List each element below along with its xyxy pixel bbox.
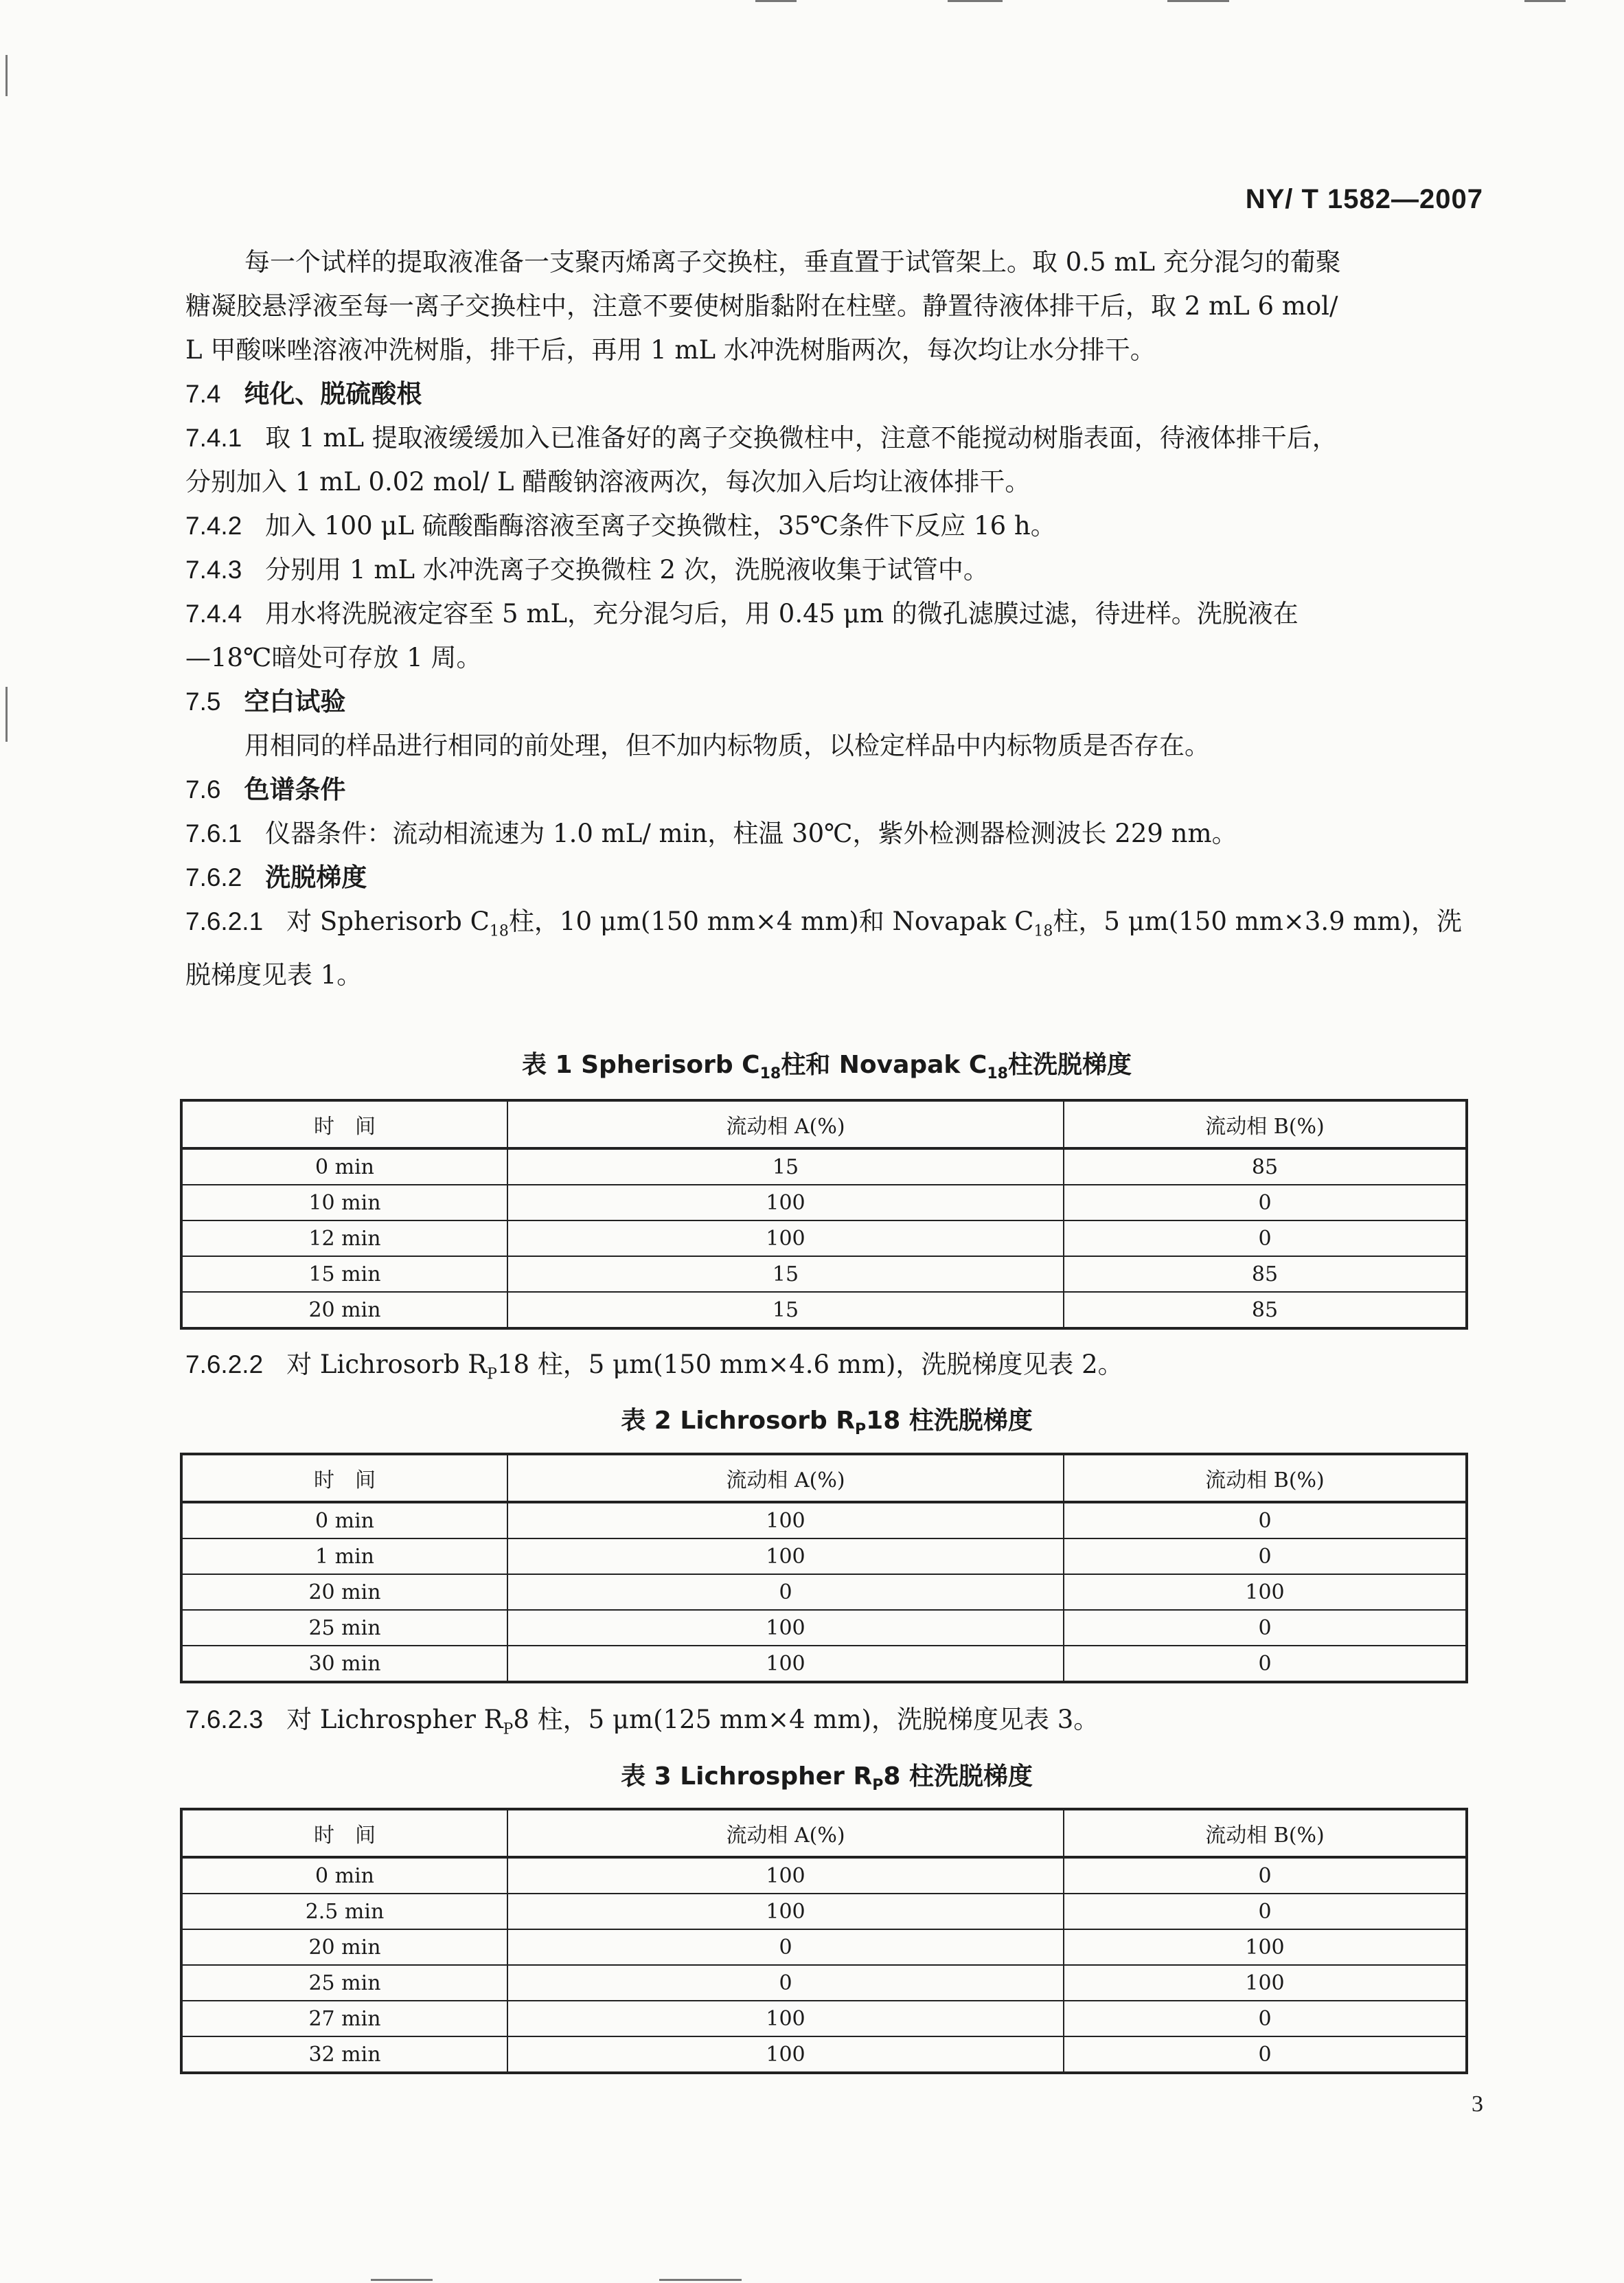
section-number: 7.4.4 [185,600,242,628]
section-7-4-heading [185,372,1468,416]
table-3 [180,1808,1468,2074]
caption-text: 表 2 Lichrosorb R [621,1407,856,1435]
section-number: 7.4.3 [185,556,242,584]
scan-mark [755,0,797,2]
cell-time: 25 min [181,1610,507,1646]
scan-mark [659,2279,742,2281]
paragraph-text: 分别用 1 mL 水冲洗离子交换微柱 2 次，洗脱液收集于试管中。 [265,555,989,584]
cell-phase-b: 85 [1064,1256,1467,1292]
cell-time: 15 min [181,1256,507,1292]
cell-phase-a: 100 [507,1185,1064,1220]
cell-phase-a: 0 [507,1965,1064,2001]
text-run: 对 Spherisorb C [286,907,490,936]
cell-phase-a: 0 [507,1574,1064,1610]
paragraph-line: —18℃暗处可存放 1 周。 [185,643,482,672]
column-header-phase-b: 流动相 B(%) [1064,1809,1467,1857]
scan-mark [5,55,8,96]
scan-mark [948,0,1003,2]
section-number: 7.6.1 [185,819,242,848]
cell-phase-b: 100 [1064,1965,1467,2001]
cell-phase-b: 100 [1064,1574,1467,1610]
section-7-6-1 [185,812,1468,856]
intro-line: 糖凝胶悬浮液至每一离子交换柱中，注意不要使树脂黏附在柱壁。静置待液体排干后，取 2 mL 6 mol/ [185,291,1338,321]
cell-time: 27 min [181,2001,507,2036]
paragraph-line: 分别加入 1 mL 0.02 mol/ L 醋酸钠溶液两次，每次加入后均让液体排干。 [185,467,1031,497]
cell-phase-a: 15 [507,1148,1064,1185]
cell-time: 12 min [181,1220,507,1256]
section-number: 7.6.2.3 [185,1705,264,1734]
cell-time: 20 min [181,1574,507,1610]
table-row [181,1857,1467,1894]
cell-phase-a: 100 [507,1610,1064,1646]
subscript: 18 [1033,922,1053,940]
cell-phase-b: 0 [1064,2001,1467,2036]
paragraph-line: 用水将洗脱液定容至 5 mL，充分混匀后，用 0.45 μm 的微孔滤膜过滤，待进样。洗脱液在 [265,599,1299,628]
cell-phase-a: 0 [507,1929,1064,1965]
column-header-phase-a: 流动相 A(%) [507,1100,1064,1148]
column-header-phase-a: 流动相 A(%) [507,1809,1064,1857]
cell-phase-b: 0 [1064,1185,1467,1220]
cell-phase-b: 0 [1064,1538,1467,1574]
table-1 [180,1099,1468,1330]
table-row [181,1610,1467,1646]
standard-code: NY/ T 1582—2007 [1245,184,1483,214]
table-row [181,1220,1467,1256]
section-title: 空白试验 [244,687,346,716]
intro-line: 每一个试样的提取液准备一支聚丙烯离子交换柱，垂直置于试管架上。取 0.5 mL 充分混匀的葡聚 [244,247,1341,277]
subscript: P [855,1421,867,1439]
section-7-6-heading [185,768,1468,812]
table-2-caption [185,1401,1468,1438]
text-run: 柱，5 μm(150 mm×3.9 mm)，洗 [1053,907,1463,936]
column-header-phase-a: 流动相 A(%) [507,1454,1064,1502]
cell-time: 0 min [181,1857,507,1894]
cell-time: 32 min [181,2036,507,2073]
cell-time: 0 min [181,1502,507,1538]
text-run: 对 Lichrospher R [286,1705,503,1734]
section-number: 7.6.2.1 [185,907,264,935]
column-header-time: 时 间 [181,1100,507,1148]
column-header-time: 时 间 [181,1454,507,1502]
scan-mark [1524,0,1566,2]
cell-time: 2.5 min [181,1894,507,1929]
cell-phase-b: 0 [1064,1894,1467,1929]
table-3-caption [185,1757,1468,1794]
body-text-7-6-2-2 [185,1343,1468,1396]
cell-phase-a: 100 [507,2036,1064,2073]
section-7-4-4 [185,592,1468,680]
section-number: 7.4.1 [185,424,242,452]
cell-phase-b: 0 [1064,1220,1467,1256]
cell-phase-b: 100 [1064,1929,1467,1965]
column-header-phase-b: 流动相 B(%) [1064,1100,1467,1148]
cell-phase-a: 100 [507,1646,1064,1682]
cell-phase-a: 100 [507,1502,1064,1538]
table-row [181,1646,1467,1682]
subscript: P [487,1365,497,1383]
section-7-4-1 [185,416,1468,504]
paragraph-text: 加入 100 μL 硫酸酯酶溶液至离子交换微柱，35℃条件下反应 16 h。 [265,511,1056,541]
cell-phase-b: 0 [1064,1610,1467,1646]
table-1-caption [185,1045,1468,1082]
intro-paragraph [185,240,1468,372]
column-header-time: 时 间 [181,1809,507,1857]
paragraph-line [286,907,1463,940]
scan-mark [5,687,8,742]
cell-phase-a: 100 [507,1220,1064,1256]
caption-text: 18 柱洗脱梯度 [866,1407,1033,1435]
table-row [181,1965,1467,2001]
table-row [181,1538,1467,1574]
section-number: 7.5 [185,688,221,716]
table-row [181,1292,1467,1328]
section-7-5-text [185,724,1468,768]
subscript: 18 [759,1065,781,1083]
caption-text: 表 3 Lichrospher R [621,1762,873,1791]
section-7-6-2-2 [185,1343,1468,1396]
cell-time: 20 min [181,1292,507,1328]
cell-time: 20 min [181,1929,507,1965]
cell-phase-b: 85 [1064,1148,1467,1185]
table-row [181,1894,1467,1929]
section-7-6-2-3 [185,1698,1468,1751]
paragraph-line: 脱梯度见表 1。 [185,960,363,990]
table-row [181,2001,1467,2036]
section-number: 7.6.2.2 [185,1350,264,1378]
table-header-row [181,1100,1467,1148]
caption-text: 柱洗脱梯度 [1007,1051,1132,1079]
section-number: 7.6.2 [185,863,242,891]
table-row [181,1256,1467,1292]
cell-phase-b: 0 [1064,1857,1467,1894]
section-title: 色谱条件 [244,775,346,804]
cell-time: 10 min [181,1185,507,1220]
text-run: 柱，10 μm(150 mm×4 mm)和 Novapak C [508,907,1034,936]
body-text-top [185,240,1468,997]
table-header-row [181,1454,1467,1502]
cell-time: 0 min [181,1148,507,1185]
section-7-4-3 [185,548,1468,592]
cell-phase-b: 0 [1064,2036,1467,2073]
cell-phase-a: 100 [507,1538,1064,1574]
section-title: 纯化、脱硫酸根 [244,379,422,409]
section-title: 洗脱梯度 [265,863,367,892]
text-run: 8 柱，5 μm(125 mm×4 mm)，洗脱梯度见表 3。 [513,1705,1099,1734]
table-2 [180,1453,1468,1683]
subscript: 18 [489,922,509,940]
section-7-4-2 [185,504,1468,548]
cell-phase-a: 15 [507,1292,1064,1328]
paragraph-text: 仪器条件：流动相流速为 1.0 mL/ min，柱温 30℃，紫外检测器检测波长 229 nm。 [265,819,1237,848]
caption-text: 柱和 Novapak C [781,1051,987,1079]
paragraph-text: 用相同的样品进行相同的前处理，但不加内标物质，以检定样品中内标物质是否存在。 [244,731,1210,760]
cell-time: 30 min [181,1646,507,1682]
section-7-6-2-1 [185,900,1468,997]
scan-mark [371,2279,433,2281]
body-text-7-6-2-3 [185,1698,1468,1751]
table-row [181,1502,1467,1538]
subscript: 18 [987,1065,1008,1083]
table-header-row [181,1809,1467,1857]
text-run: 18 柱，5 μm(150 mm×4.6 mm)，洗脱梯度见表 2。 [496,1350,1123,1379]
section-number: 7.4.2 [185,512,242,540]
table-row [181,1929,1467,1965]
table-row [181,1148,1467,1185]
scan-mark [1167,0,1229,2]
table-row [181,2036,1467,2073]
caption-text: 8 柱洗脱梯度 [883,1762,1033,1791]
text-run: 对 Lichrosorb R [286,1350,488,1379]
subscript: P [503,1720,514,1738]
section-number: 7.6 [185,775,221,804]
intro-line: L 甲酸咪唑溶液冲洗树脂，排干后，再用 1 mL 水冲洗树脂两次，每次均让水分排干。 [185,335,1156,365]
cell-phase-a: 100 [507,1857,1064,1894]
section-number: 7.4 [185,380,221,408]
section-7-5-heading [185,680,1468,724]
cell-phase-a: 15 [507,1256,1064,1292]
table-row [181,1185,1467,1220]
table-row [181,1574,1467,1610]
cell-phase-b: 0 [1064,1646,1467,1682]
page-number: 3 [1472,2091,1483,2117]
cell-time: 25 min [181,1965,507,2001]
cell-time: 1 min [181,1538,507,1574]
caption-text: 表 1 Spherisorb C [522,1051,760,1079]
cell-phase-a: 100 [507,1894,1064,1929]
paragraph-line: 取 1 mL 提取液缓缓加入已准备好的离子交换微柱中，注意不能搅动树脂表面，待液体排干后， [265,423,1338,453]
column-header-phase-b: 流动相 B(%) [1064,1454,1467,1502]
cell-phase-b: 85 [1064,1292,1467,1328]
cell-phase-b: 0 [1064,1502,1467,1538]
subscript: P [872,1777,884,1795]
section-7-6-2-heading [185,856,1468,900]
cell-phase-a: 100 [507,2001,1064,2036]
